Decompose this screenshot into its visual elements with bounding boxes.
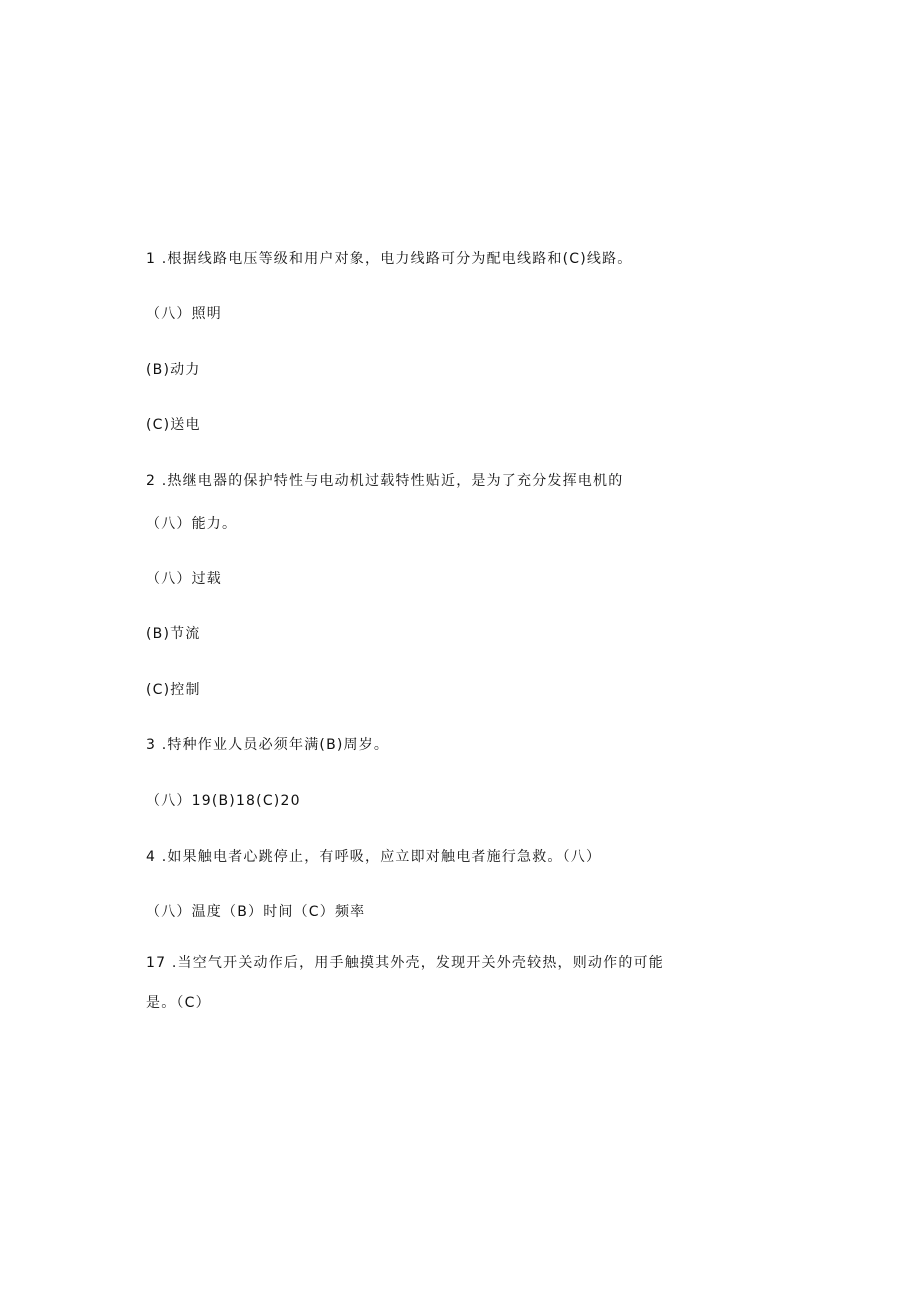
question-3-options: （八）19(B)18(C)20 <box>146 793 301 809</box>
question-1-option-b: (B)动力 <box>146 362 201 378</box>
question-2-option-a: （八）过载 <box>146 571 222 587</box>
question-17-text-continued: 是。（C） <box>146 995 211 1011</box>
question-17-text: 17 .当空气开关动作后，用手触摸其外壳，发现开关外壳较热，则动作的可能 <box>146 955 664 971</box>
question-2-option-b: (B)节流 <box>146 626 201 642</box>
question-2-option-c: (C)控制 <box>146 682 201 698</box>
question-2-text: 2 .热继电器的保护特性与电动机过载特性贴近，是为了充分发挥电机的 <box>146 473 624 489</box>
question-1-option-a: （八）照明 <box>146 306 222 322</box>
question-1-text: 1 .根据线路电压等级和用户对象，电力线路可分为配电线路和(C)线路。 <box>146 251 633 267</box>
question-4-options: （八）温度（B）时间（C）频率 <box>146 904 366 920</box>
question-4-text: 4 .如果触电者心跳停止，有呼吸，应立即对触电者施行急救。（八） <box>146 849 602 865</box>
question-2-text-continued: （八）能力。 <box>146 516 238 532</box>
question-1-option-c: (C)送电 <box>146 417 201 433</box>
question-3-text: 3 .特种作业人员必须年满(B)周岁。 <box>146 737 390 753</box>
